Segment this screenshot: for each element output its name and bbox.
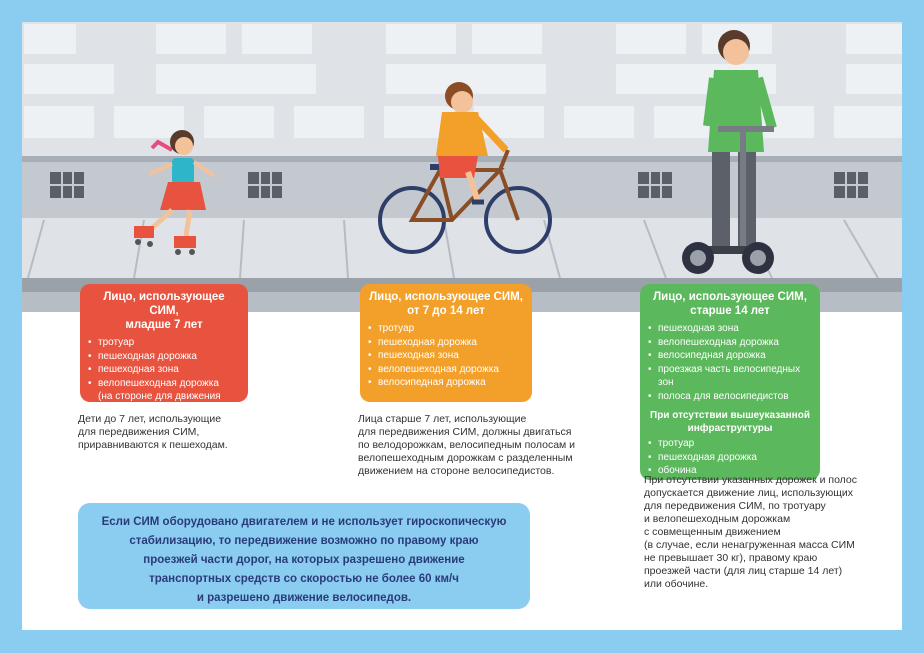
description-over-14 <box>644 474 874 591</box>
description-line: проезжей части (для лиц старше 14 лет) <box>644 565 843 577</box>
description-line: При отсутствии указанных дорожек и полос <box>644 474 858 486</box>
description-line: для передвижения СИМ, <box>78 426 200 438</box>
allowed-areas-list <box>648 322 812 403</box>
list-item: • велосипедная дорожка <box>368 376 524 390</box>
description-line: приравниваются к пешеходам. <box>78 439 228 451</box>
description-line: для передвижения СИМ, по тротуару <box>644 500 826 512</box>
list-item: • велосипедная дорожка <box>648 349 812 363</box>
list-item: • полоса для велосипедистов <box>648 390 812 404</box>
card-title <box>368 290 524 318</box>
list-item: • велопешеходная дорожка <box>648 336 812 350</box>
card-title-line: Лицо, использующее СИМ, <box>369 291 523 303</box>
description-line: Лица старше 7 лет, использующие <box>358 413 527 425</box>
card-7-to-14 <box>360 284 532 402</box>
card-title-line: от 7 до 14 лет <box>407 305 485 317</box>
list-item: • пешеходная дорожка <box>648 451 812 465</box>
street-scene-illustration <box>22 22 902 312</box>
list-item: • обочина <box>648 464 812 478</box>
note-line: стабилизацию, то передвижение возможно по правому краю <box>129 535 479 547</box>
description-under-7 <box>78 413 278 452</box>
description-7-to-14 <box>358 413 598 478</box>
card-over-14 <box>640 284 820 480</box>
subhead-line: инфраструктуры <box>687 423 773 434</box>
infographic-sheet <box>22 22 902 630</box>
card-title-line: Лицо, использующее СИМ, <box>653 291 807 303</box>
description-line: по велодорожкам, велосипедным полосам и <box>358 439 576 451</box>
description-line: допускается движение лиц, использующих <box>644 487 854 499</box>
subhead-line: При отсутствии вышеуказанной <box>650 410 810 421</box>
description-line: не превышает 30 кг), правому краю <box>644 552 818 564</box>
note-line: проезжей части дорог, на которых разрешено движение <box>143 554 465 566</box>
motorized-sim-note <box>78 503 530 609</box>
list-item: (на стороне для движения <box>98 391 221 402</box>
list-item: • проезжая часть велосипедных зон <box>648 363 812 390</box>
description-line: или обочине. <box>644 578 709 590</box>
description-line: велопешеходным дорожкам с разделенным <box>358 452 573 464</box>
description-line: (в случае, если ненагруженная масса СИМ <box>644 539 855 551</box>
list-item: • тротуар <box>88 336 240 350</box>
list-item: • тротуар <box>368 322 524 336</box>
card-under-7 <box>80 284 248 416</box>
list-item: • велопешеходная дорожка <box>88 377 240 391</box>
list-item: пешеходов) <box>98 404 153 416</box>
note-line: Если СИМ оборудовано двигателем и не использует гироскопическую <box>101 516 507 528</box>
list-item: • пешеходная зона <box>368 349 524 363</box>
fallback-subheading <box>648 409 812 435</box>
list-item: • пешеходная зона <box>648 322 812 336</box>
list-item: • пешеходная дорожка <box>88 350 240 364</box>
description-line: движением на стороне велосипедистов. <box>358 465 555 477</box>
allowed-areas-list <box>368 322 524 390</box>
allowed-areas-list <box>88 336 240 417</box>
card-title <box>648 290 812 318</box>
description-line: с совмещенным движением <box>644 526 781 538</box>
list-item: • пешеходная дорожка <box>368 336 524 350</box>
note-line: транспортных средств со скоростью не более 60 км/ч <box>149 573 459 585</box>
card-title-line: старше 14 лет <box>690 305 770 317</box>
description-line: Дети до 7 лет, использующие <box>78 413 222 425</box>
description-line: и велопешеходным дорожкам <box>644 513 791 525</box>
card-title-line: младше 7 лет <box>125 319 203 331</box>
note-line: и разрешено движение велосипедов. <box>196 592 412 604</box>
description-line: для передвижения СИМ, должны двигаться <box>358 426 572 438</box>
list-item: • велопешеходная дорожка <box>368 363 524 377</box>
card-title <box>88 290 240 332</box>
list-item: • пешеходная зона <box>88 363 240 377</box>
list-item: • тротуар <box>648 437 812 451</box>
fallback-areas-list <box>648 437 812 478</box>
card-title-line: Лицо, использующее СИМ, <box>103 291 225 317</box>
